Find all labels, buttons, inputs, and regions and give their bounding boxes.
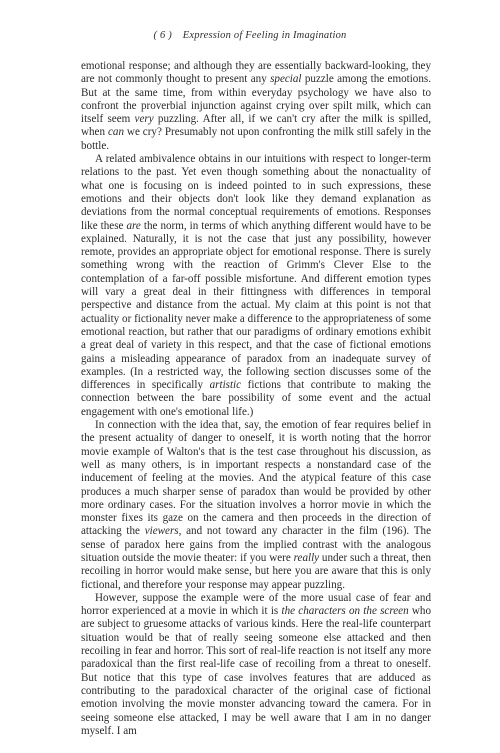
text-run: , and not toward any character in the film (196). The sense of paradox here gains from the implied contrast with the analogous situation outside the movie theater: if you were (81, 525, 431, 564)
text-run: emotional response; and although they are essentially backward-looking, they are not commonly thought to present any (81, 60, 431, 86)
paragraph-3 (81, 419, 431, 592)
text-run: A related ambivalence obtains in our intuitions with respect to longer-term relations to the past. Yet even though something about the nonactuality of what one is focusing on is indeed pointed to in such expressions, these emotions and their objects don't look like they demand explanation as deviations from the normal conceptual requirements of emotions. Responses like these (81, 153, 431, 232)
italic-run: viewers (144, 525, 179, 538)
text-run: puzzle among the emotions. But at the same time, from within everyday psychology we have also to confront the proverbial injunction against crying over spilt milk, which can itself seem (81, 73, 431, 126)
italic-run: are (126, 219, 141, 232)
paragraph-1 (81, 60, 431, 153)
italic-run: very (134, 113, 154, 126)
text-run: who are subject to gruesome attacks of various kinds. Here the real-life counterpart situation would be that of really seeing someone else attacked and then recoiling in fear and horror. This sort of real-life reaction is not itself any more paradoxical than the first real-life case of recoiling from a threat to oneself. But notice that this type of case involves features that are adduced as contributing to the paradoxical character of the original case of fictional emotion involving the movie monster advancing toward the camera. For in seeing someone else attacked, I may be well aware that I am in no danger myself. I am (81, 605, 432, 737)
text-run: In connection with the idea that, say, the emotion of fear requires belief in the present actuality of danger to oneself, it is worth noting that the horror movie example of Walton's that is the test case throughout his discussion, as well as many others, is in important respects a nonstandard case of the inducement of feeling at the movies. And the atypical feature of this case produces a much sharper sense of paradox than would be provided by other more ordinary cases. For the situation involves a horror movie in which the monster fixes its gaze on the camera and then proceeds in the direction of attacking the (81, 419, 431, 538)
italic-run: can (107, 126, 124, 139)
text-run: fictions that contribute to making the connection between the bare possibility of some event and the actual engagement with one's emotional life.) (81, 379, 431, 418)
italic-run: really (293, 551, 320, 564)
text-run: we cry? Presumably not upon confronting the milk still safely in the bottle. (81, 126, 431, 152)
text-run: puzzling. After all, if we can't cry after the milk is spilled, when (81, 113, 431, 139)
running-title: Expression of Feeling in Imagination (182, 30, 347, 41)
italic-run: special (270, 73, 302, 86)
page-number: ( 6 ) (153, 30, 172, 41)
paragraph-4 (81, 592, 431, 738)
italic-run: the characters on the screen (281, 605, 409, 618)
paragraph-2 (81, 153, 431, 419)
body-text (81, 60, 431, 738)
running-header (0, 30, 500, 41)
text-run: the norm, in terms of which anything different would have to be explained. Naturally, it is not the case that just any possibility, however remote, provides an appropriate object for emotional response. There is surely something wrong with the reaction of Grimm's Clever Else to the contemplation of a far-off possible misfortune. And different emotion types will vary a great deal in their fittingness with differences in temporal perspective and distance from the actual. My claim at this point is not that actuality or fictionality never make a difference to the appropriateness of some emotional reaction, but rather that our paradigms of ordinary emotions exhibit a great deal of variety in this respect, and that the case of fictional emotions gains a misleading appearance of paradox from an inadequate survey of examples. (In a restricted way, the following section discusses some of the differences in specifically (81, 219, 431, 392)
italic-run: artistic (209, 379, 242, 392)
text-run: under such a threat, then recoiling in horror would make sense, but here you are aware that this is only fictional, and therefore your response may appear puzzling. (81, 551, 431, 591)
text-run: However, suppose the example were of the more usual case of fear and horror experienced at a movie in which it is (81, 591, 431, 618)
